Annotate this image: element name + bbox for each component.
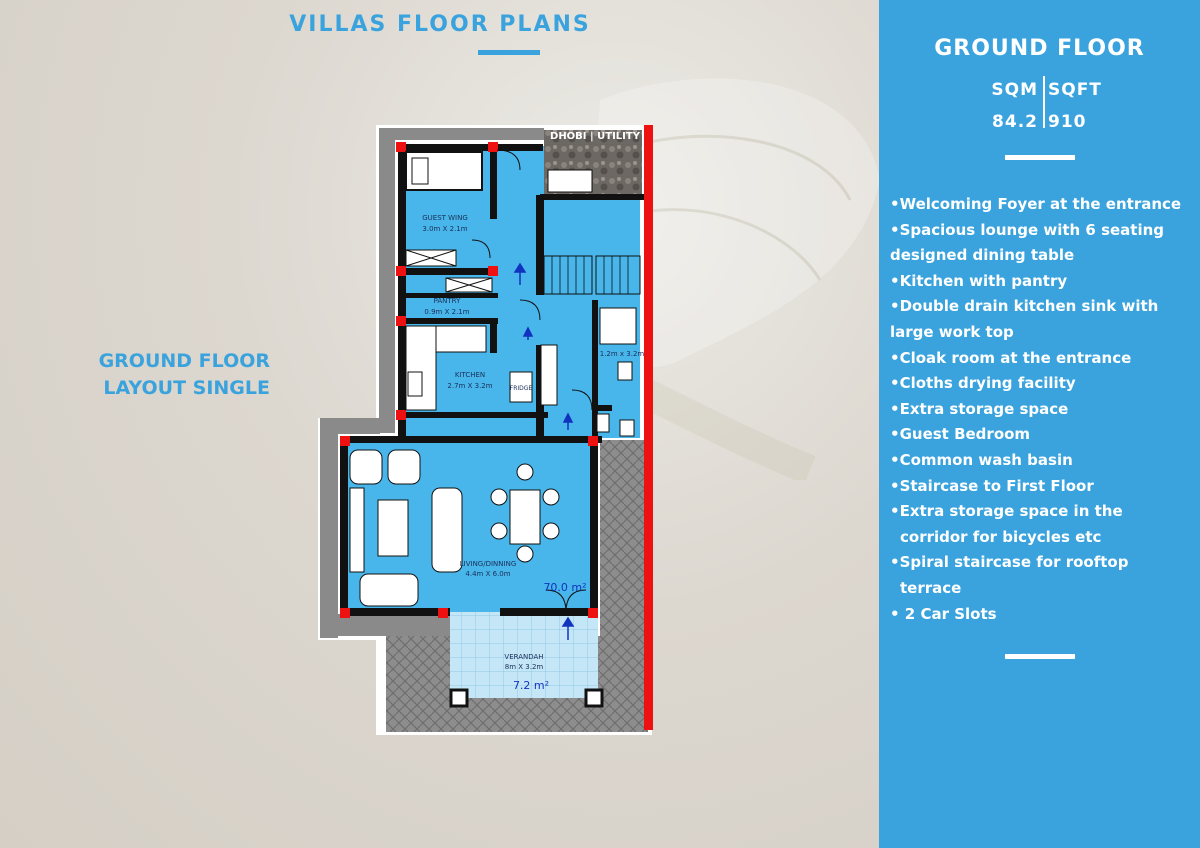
pantry-label: PANTRY [433, 297, 461, 305]
area-sqft [1048, 74, 1102, 138]
kitchen-label: KITCHEN [454, 371, 486, 379]
page-title: VILLAS FLOOR PLANS [289, 12, 591, 37]
fridge-label: FRIDGE [509, 385, 533, 392]
dhobi-label: DHOBI | UTILITY [550, 131, 640, 142]
feature-item: •Extra storage space [890, 399, 1069, 418]
wc-dim: 1.2m x 3.2m [599, 350, 645, 358]
panel-divider-top [1005, 155, 1075, 160]
layout-label-line1: GROUND FLOOR [98, 350, 270, 372]
guest-wing-dim: 3.0m X 2.1m [422, 225, 468, 233]
living-label: LIVING/DINNING [459, 560, 517, 568]
living-area: 70.0 m² [543, 581, 587, 594]
sink [408, 372, 422, 396]
guest-wing-label: GUEST WING [422, 214, 468, 222]
panel-title: GROUND FLOOR [934, 36, 1145, 61]
verandah-label: VERANDAH [504, 653, 544, 661]
boundary-wall-red [644, 125, 653, 730]
feature-item: •Welcoming Foyer at the entrance [890, 195, 1182, 213]
layout-label-line2: LAYOUT SINGLE [103, 377, 270, 399]
feature-item: •Staircase to First Floor [890, 476, 1094, 495]
value-sqm: 84.2 [992, 112, 1038, 132]
feature-item: • 2 Car Slots [890, 604, 997, 623]
info-panel [879, 0, 1200, 848]
kitchen-dim: 2.7m X 3.2m [447, 382, 493, 390]
value-sqft: 910 [1048, 112, 1087, 132]
feature-item: •Extra storage space in the [890, 502, 1123, 521]
parking-paving [600, 440, 648, 640]
feature-item: •Common wash basin [890, 450, 1073, 469]
feature-item: •Cloths drying facility [890, 374, 1076, 393]
feature-item: •Double drain kitchen sink with [890, 297, 1159, 316]
verandah-area: 7.2 m² [512, 679, 550, 692]
feature-item: •Kitchen with pantry [890, 271, 1068, 290]
feature-item: •Spacious lounge with 6 seating [890, 220, 1165, 239]
area-sqm [991, 74, 1038, 138]
sofa [432, 488, 462, 572]
dining-table [510, 490, 540, 544]
feature-list [890, 192, 1195, 627]
feature-item: •Cloak room at the entrance [890, 348, 1132, 367]
unit-sqm: SQM [991, 80, 1038, 100]
feature-item: corridor for bicycles etc [900, 527, 1102, 546]
unit-sqft: SQFT [1048, 80, 1102, 100]
area-divider [1043, 76, 1045, 128]
panel-divider-bottom [1005, 654, 1075, 659]
feature-item: •Guest Bedroom [890, 425, 1031, 444]
living-dim: 4.4m X 6.0m [465, 570, 511, 578]
feature-item: large work top [890, 322, 1014, 341]
feature-item: designed dining table [890, 246, 1075, 265]
pantry-dim: 0.9m X 2.1m [424, 308, 470, 316]
feature-item: terrace [900, 578, 962, 597]
feature-item: •Spiral staircase for rooftop [890, 553, 1129, 572]
side-walkway [379, 128, 395, 433]
coffee-table [378, 500, 408, 556]
verandah-dim: 8m X 3.2m [504, 663, 544, 671]
